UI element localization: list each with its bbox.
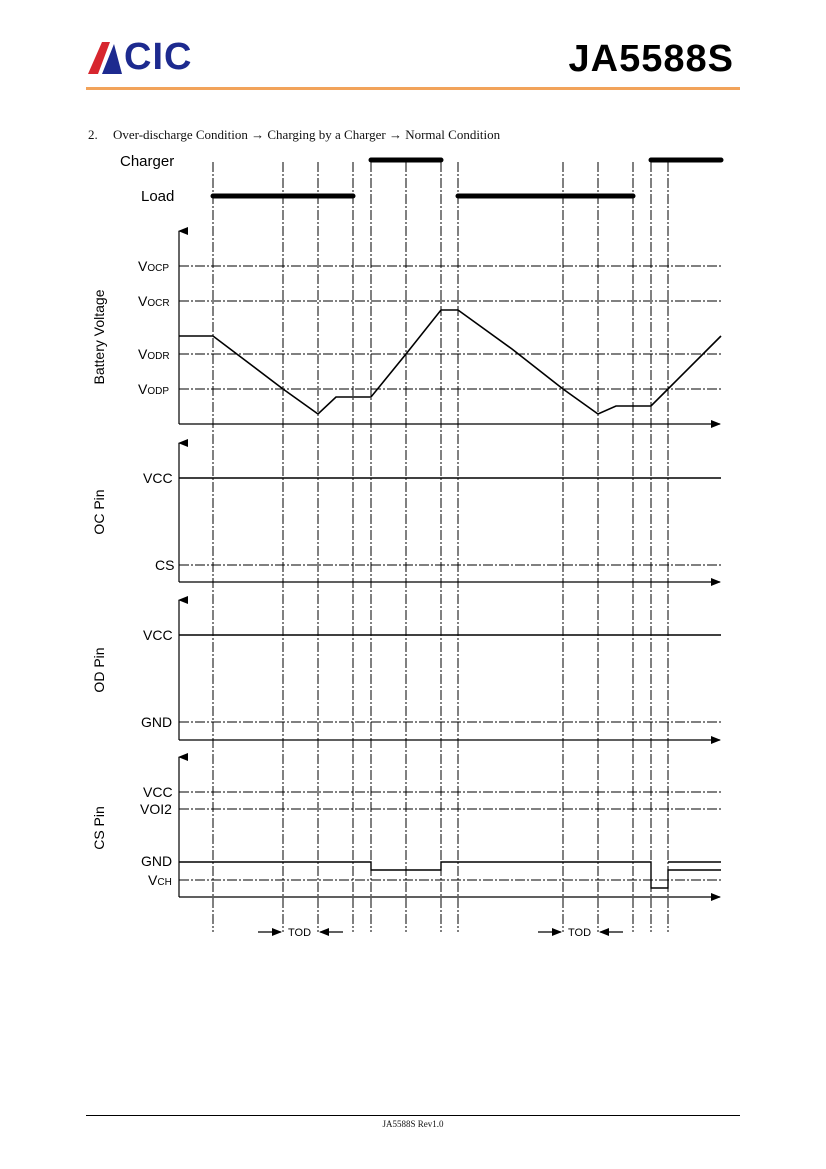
cs-vch-label: VCH [148, 872, 172, 888]
od-gnd-label: GND [141, 714, 173, 730]
footer-divider [86, 1115, 740, 1116]
od-vcc-label: VCC [143, 627, 173, 643]
oc-cs-label: CS [155, 557, 175, 573]
vocr-label: VOCR [138, 293, 170, 309]
caption-number: 2. [88, 127, 98, 142]
cs-pin-axis-label: CS Pin [91, 806, 107, 850]
oc-pin-axis-label: OC Pin [91, 489, 107, 535]
battery-voltage-waveform [179, 310, 721, 414]
cs-waveform [179, 862, 721, 888]
tod-label: TOD [288, 927, 312, 939]
od-pin-axis-label: OD Pin [91, 647, 107, 693]
cs-vcc-label: VCC [143, 784, 173, 800]
battery-voltage-axis-label: Battery Voltage [91, 289, 107, 385]
cs-gnd-label: GND [141, 853, 173, 869]
caption-text: Over-discharge Condition → Charging by a Charger → Normal Condition [113, 127, 501, 142]
oc-vcc-label: VCC [143, 470, 173, 486]
vocp-label: VOCP [138, 258, 170, 274]
vodp-label: VODP [138, 381, 170, 397]
tod-label: TOD [568, 927, 592, 939]
time-markers [213, 162, 668, 932]
charger-label: Charger [120, 153, 175, 170]
logo-text: CIC [124, 36, 193, 78]
footer-text: JA5588S Rev1.0 [382, 1119, 444, 1129]
load-label: Load [141, 188, 175, 205]
part-number-title: JA5588S [568, 38, 734, 80]
vodr-label: VODR [138, 346, 170, 362]
cs-voi2-label: VOI2 [140, 801, 172, 817]
